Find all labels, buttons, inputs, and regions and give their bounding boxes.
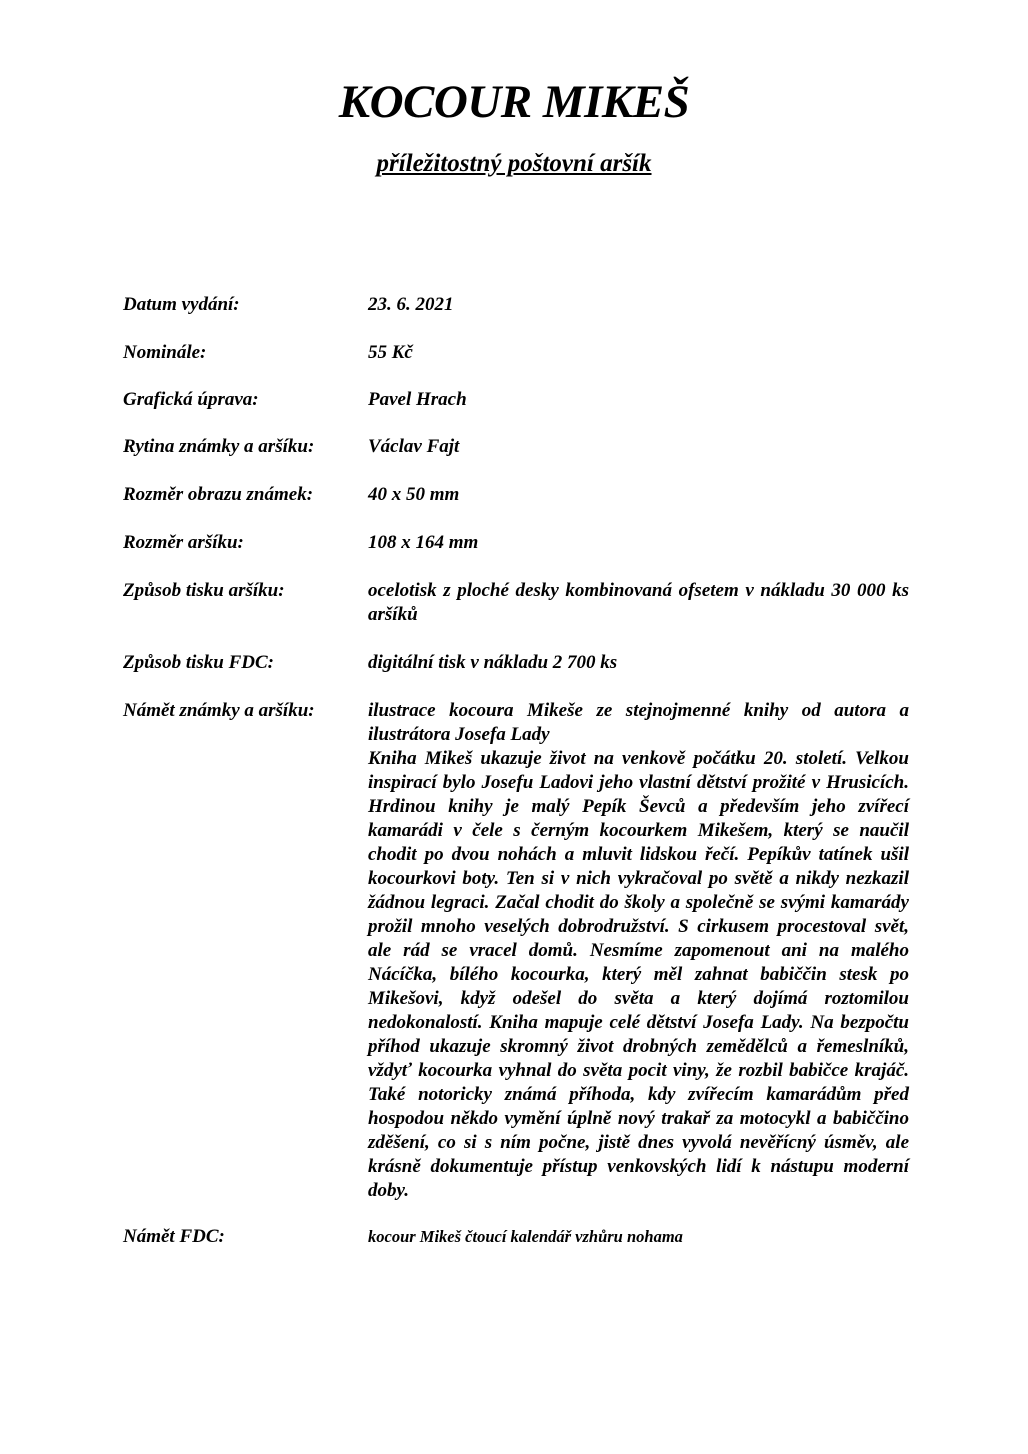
field-label: Námět známky a aršíku:: [123, 700, 315, 721]
field-label: Grafická úprava:: [123, 389, 259, 410]
field-row-fdc-printing: [123, 651, 909, 675]
field-label: Způsob tisku FDC:: [123, 652, 274, 673]
document-subtitle: příležitostný poštovní aršík: [376, 150, 652, 177]
field-value: Václav Fajt: [368, 436, 460, 457]
subject-description: Kniha Mikeš ukazuje život na venkově počátku 20. století. Velkou inspirací bylo Josefu Ladovi jeho vlastní dětství prožité v Hrusicích. Hrdinou knihy je malý Pepík Ševců a především jeho zvířecí kamarádi v čele s černým kocourkem Mikešem, který se naučil chodit po dvou nohách a mluvit lidskou řečí. Pepíkův tatínek ušil kocourkovi boty. Ten si v nich vykračoval po světě a nikdy nezkazil žádnou legraci. Začal chodit do školy a společně se svými kamarády prožil mnoho veselých dobrodružství. S cirkusem procestoval svět, ale rád se vracel domů. Nesmíme zapomenout ani na malého Nácíčka, bílého kocourka, který měl zahnat babiččin stesk po Mikešovi, když odešel do světa a který dojímá roztomilou nedokonalostí. Kniha mapuje celé dětství Josefa Lady. Na bezpočtu příhod ukazuje skromný život drobných zemědělců a řemeslníků, vždyť kocourka vyhnal do světa pocit viny, že rozbil babičce krajáč. Také notoricky známá příhoda, kdy zvířecím kamarádům před hospodou někdo vymění úplně nový trakař za motocykl a babiččino zděšení, co si s ním počne, jistě dnes vyvolá nevěřícný úsměv, ale krásně dokumentuje přístup venkovských lidí k nástupu moderní doby.: [368, 748, 909, 1201]
field-row-fdc-subject: [123, 1225, 909, 1249]
field-label: Způsob tisku aršíku:: [123, 580, 285, 601]
field-row-stamp-image-size: [123, 483, 909, 507]
field-label: Rozměr obrazu známek:: [123, 484, 314, 505]
field-value: 108 x 164 mm: [368, 532, 479, 553]
field-row-sheet-printing: [123, 579, 909, 627]
field-row-issue-date: [123, 293, 909, 317]
field-value: ocelotisk z ploché desky kombinovaná ofsetem v nákladu 30 000 ks aršíků: [368, 580, 909, 625]
subject-intro: ilustrace kocoura Mikeše ze stejnojmenné knihy od autora a ilustrátora Josefa Lady: [368, 700, 909, 745]
field-value: kocour Mikeš čtoucí kalendář vzhůru nohama: [368, 1227, 683, 1246]
field-value: Pavel Hrach: [368, 389, 467, 410]
field-value: 55 Kč: [368, 342, 413, 363]
field-value: 23. 6. 2021: [368, 294, 454, 315]
field-row-graphic-design: [123, 388, 909, 412]
field-label: Nominále:: [123, 342, 207, 363]
field-label: Rytina známky a aršíku:: [123, 436, 315, 457]
field-value: [368, 699, 909, 1203]
field-label: Rozměr aršíku:: [123, 532, 244, 553]
field-row-engraving: [123, 435, 909, 459]
field-list: [123, 293, 909, 1249]
field-row-sheet-size: [123, 531, 909, 555]
field-label: Námět FDC:: [123, 1226, 225, 1247]
field-row-nominal: [123, 341, 909, 365]
field-value: 40 x 50 mm: [368, 484, 460, 505]
field-row-stamp-subject: [123, 699, 909, 1203]
field-label: Datum vydání:: [123, 294, 240, 315]
field-value: digitální tisk v nákladu 2 700 ks: [368, 652, 618, 673]
document-title: KOCOUR MIKEŠ: [338, 76, 690, 128]
